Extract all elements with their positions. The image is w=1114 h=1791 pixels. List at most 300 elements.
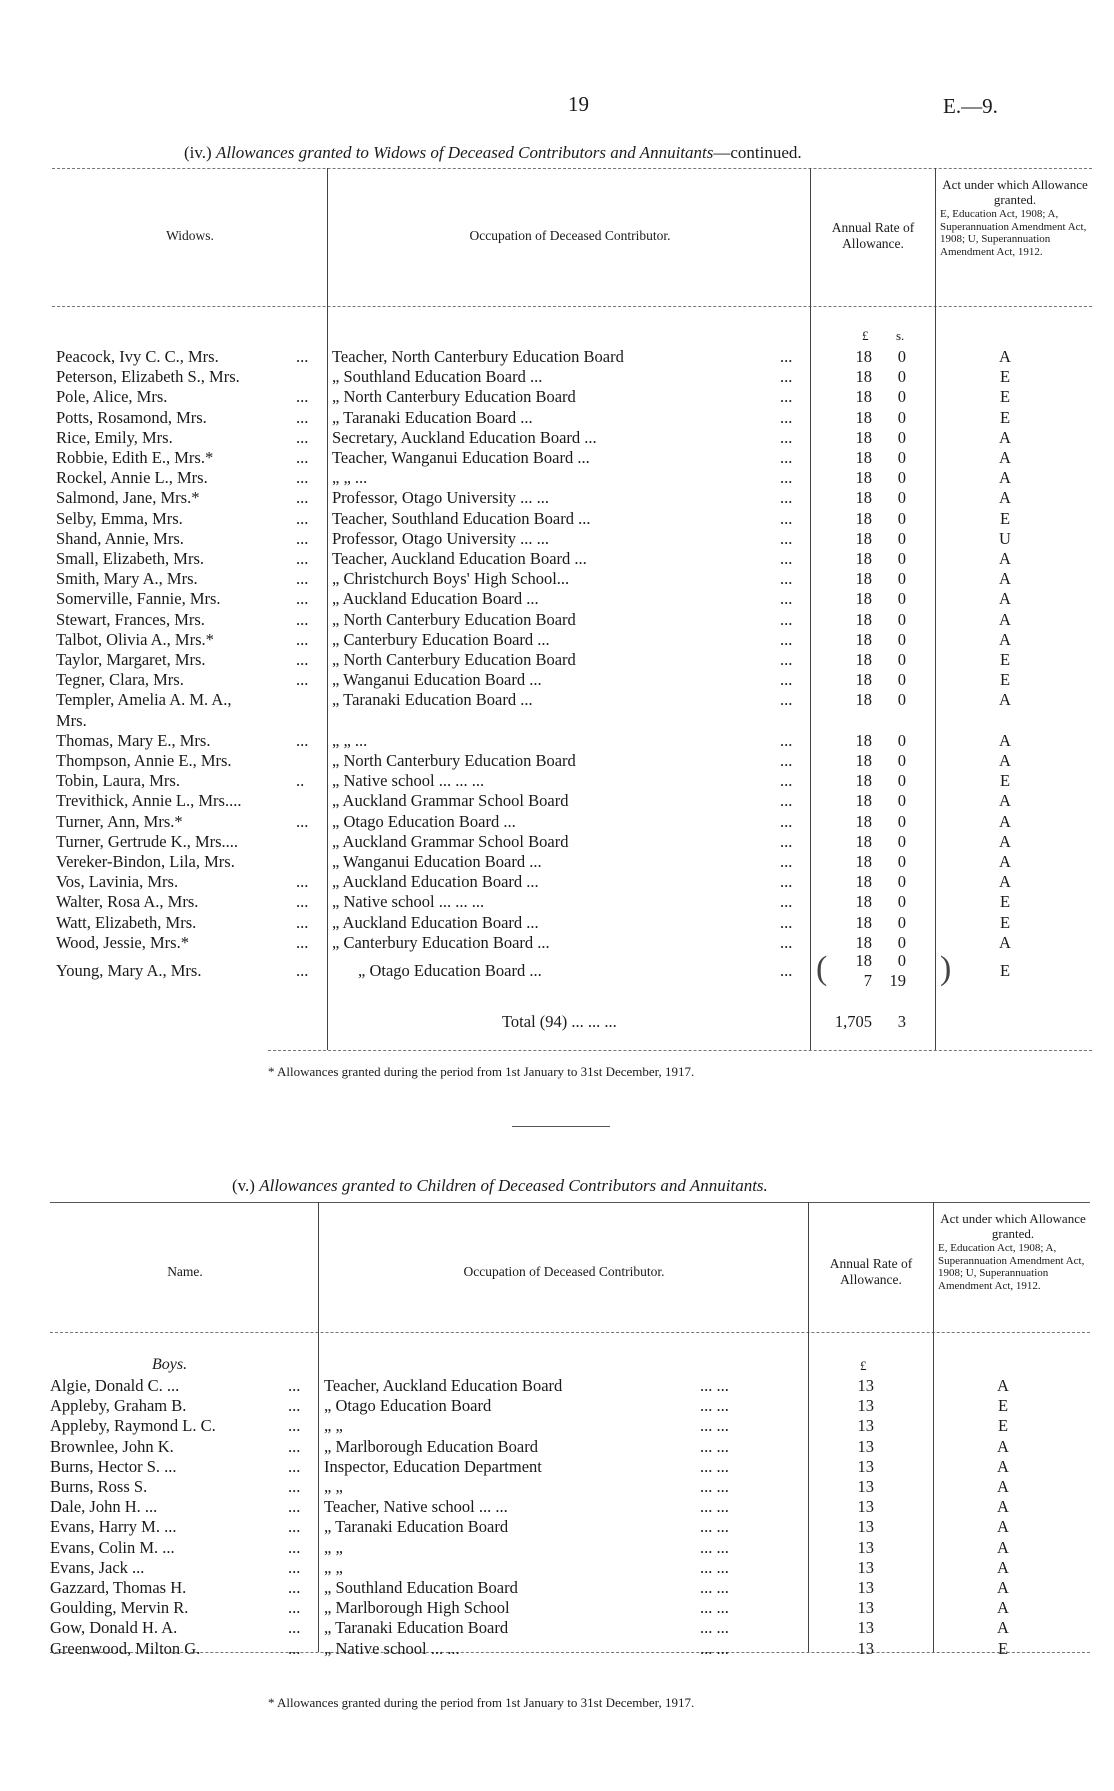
- table-row: [0, 569, 1114, 589]
- widow-name: Tobin, Laura, Mrs.: [56, 771, 180, 791]
- widow-name: Walter, Rosa A., Mrs.: [56, 892, 199, 912]
- rate-shillings: 0: [897, 427, 906, 447]
- widow-name: Templer, Amelia A. M. A.,: [56, 690, 232, 710]
- occupation-leader: ... ...: [700, 1618, 729, 1638]
- widow-name: Shand, Annie, Mrs.: [56, 528, 184, 548]
- occupation: „ Native school ... ... ...: [332, 771, 485, 791]
- widow-name: Young, Mary A., Mrs.: [56, 961, 202, 980]
- occupation-leader: ...: [780, 852, 793, 871]
- rate-pounds: 18: [855, 751, 872, 770]
- rate-shillings: 0: [897, 730, 906, 750]
- widow-name: Taylor, Margaret, Mrs.: [56, 650, 206, 669]
- occupation: „ Marlborough High School: [324, 1598, 510, 1618]
- act-code: A: [999, 872, 1011, 892]
- table-row: [0, 832, 1114, 852]
- section-iv-title-text: Allowances granted to Widows of Deceased Contributors and Annuitants: [215, 143, 714, 162]
- rate-shillings: 0: [897, 670, 906, 690]
- occupation: „ North Canterbury Education Board: [332, 387, 576, 407]
- name-leader: ...: [296, 347, 309, 366]
- occupation: Professor, Otago University ... ...: [332, 488, 550, 508]
- rate-shillings: 0: [897, 549, 906, 568]
- document-code: E.—9.: [943, 94, 998, 118]
- table-row: [0, 1437, 1114, 1457]
- table-row: [0, 913, 1114, 933]
- name-leader: ...: [288, 1517, 301, 1537]
- rate-pounds: 18: [855, 448, 872, 467]
- occupation: „ „: [324, 1557, 343, 1577]
- rate-pounds: 18: [855, 771, 872, 791]
- child-name: Burns, Hector S. ...: [50, 1456, 177, 1476]
- rate-pounds: 13: [857, 1416, 874, 1436]
- occupation-leader: ...: [780, 932, 793, 952]
- act-code: E: [997, 1638, 1009, 1658]
- act-code: E: [999, 771, 1011, 791]
- rate-pounds: 18: [855, 670, 872, 690]
- widow-name: Watt, Elizabeth, Mrs.: [56, 912, 197, 932]
- rate-shillings: 0: [897, 488, 906, 508]
- occupation: „ North Canterbury Education Board: [332, 751, 576, 770]
- occupation: „ Southland Education Board: [324, 1578, 518, 1597]
- act-code: A: [997, 1517, 1009, 1537]
- child-name: Brownlee, John K.: [50, 1436, 174, 1456]
- occupation-leader: ... ...: [700, 1598, 729, 1618]
- rate-pounds: 18: [855, 912, 872, 932]
- table-row: [0, 1497, 1114, 1517]
- occupation-leader: ... ...: [700, 1557, 729, 1577]
- occupation-leader: ... ...: [700, 1376, 729, 1395]
- name-leader: ...: [288, 1557, 301, 1577]
- rate-pounds: 18: [855, 831, 872, 851]
- occupation: „ Christchurch Boys' High School...: [332, 569, 570, 589]
- rate-pounds: 18: [855, 367, 872, 387]
- section-iv-bottom-rule: [268, 1050, 1092, 1051]
- rate-shillings: 0: [897, 650, 906, 669]
- table-row: [0, 1538, 1114, 1558]
- occupation: „ Auckland Education Board ...: [332, 589, 539, 609]
- rate-shillings: 0: [897, 831, 906, 851]
- table-row: [0, 791, 1114, 811]
- rate-shillings: 0: [897, 892, 906, 912]
- section-iv-header-act-desc: E, Education Act, 1908; A, Superannuation Amendment Act, 1908; U, Superannuation Amendment Act, 1912.: [940, 207, 1087, 258]
- occupation-leader: ... ...: [700, 1436, 729, 1456]
- act-code: E: [999, 508, 1011, 528]
- rate-pounds: 18: [855, 407, 872, 427]
- table-row: [0, 771, 1114, 791]
- widow-name: Vos, Lavinia, Mrs.: [56, 872, 179, 892]
- act-code: A: [997, 1598, 1009, 1618]
- rate-pounds: 18: [855, 690, 872, 710]
- child-name: Dale, John H. ...: [50, 1497, 158, 1517]
- table-row: [0, 670, 1114, 690]
- act-code: A: [999, 629, 1011, 649]
- occupation-leader: ...: [780, 751, 793, 770]
- rate-pounds: 13: [857, 1618, 874, 1638]
- widow-name: Robbie, Edith E., Mrs.*: [56, 448, 214, 467]
- table-row: [0, 731, 1114, 751]
- occupation: „ North Canterbury Education Board: [332, 650, 576, 669]
- occupation-leader: ... ...: [700, 1416, 729, 1436]
- occupation-leader: ...: [780, 771, 793, 791]
- rate-shillings: 0: [897, 448, 906, 467]
- name-leader: ...: [288, 1376, 301, 1395]
- occupation-leader: ...: [780, 407, 793, 427]
- child-name: Appleby, Raymond L. C.: [50, 1416, 216, 1436]
- section-iv-footnote: * Allowances granted during the period from 1st January to 31st December, 1917.: [268, 1064, 695, 1079]
- occupation: „ „: [324, 1416, 343, 1436]
- section-separator: [512, 1126, 610, 1127]
- table-row: [0, 1457, 1114, 1477]
- act-code: E: [999, 892, 1011, 912]
- table-row: [0, 1618, 1114, 1638]
- table-row: [0, 1639, 1114, 1659]
- occupation-leader: ...: [780, 367, 793, 387]
- table-row: [0, 610, 1114, 630]
- occupation-leader: ...: [780, 609, 793, 629]
- table-row: [0, 812, 1114, 832]
- child-name: Evans, Harry M. ...: [50, 1517, 177, 1537]
- widow-name: Rockel, Annie L., Mrs.: [56, 468, 208, 488]
- name-leader: ...: [296, 508, 309, 528]
- name-leader: ...: [296, 609, 309, 629]
- widow-name: Peacock, Ivy C. C., Mrs.: [56, 347, 219, 366]
- act-code: A: [999, 468, 1011, 488]
- occupation-leader: ...: [780, 670, 793, 690]
- name-leader: ...: [288, 1638, 301, 1658]
- section-v-unit-pounds: £: [860, 1358, 867, 1373]
- section-iv-header-rule: [52, 306, 1092, 307]
- occupation: Inspector, Education Department: [324, 1456, 542, 1476]
- rate-shillings: 0: [897, 407, 906, 427]
- act-code: A: [999, 811, 1011, 831]
- table-row: [0, 1416, 1114, 1436]
- act-code: A: [999, 831, 1011, 851]
- occupation-leader: ...: [780, 549, 793, 568]
- table-row: [0, 1396, 1114, 1416]
- act-code: E: [999, 367, 1011, 387]
- rate-shillings: 0: [897, 347, 906, 366]
- occupation-leader: ... ...: [700, 1396, 729, 1416]
- name-leader: ...: [296, 448, 309, 467]
- widow-name: Vereker-Bindon, Lila, Mrs.: [56, 852, 235, 871]
- act-code: A: [999, 730, 1011, 750]
- rate-shillings: 0: [897, 629, 906, 649]
- section-iv-header-act-title: Act under which Allowance granted.: [942, 177, 1088, 207]
- name-leader: ...: [296, 488, 309, 508]
- occupation: „ Wanganui Education Board ...: [332, 670, 542, 690]
- table-row: [0, 630, 1114, 650]
- rate-shillings: 19: [889, 971, 906, 990]
- child-name: Greenwood, Milton G.: [50, 1638, 201, 1658]
- section-v-prefix: (v.): [232, 1176, 255, 1195]
- occupation-leader: ... ...: [700, 1477, 729, 1496]
- name-leader: ...: [288, 1497, 301, 1517]
- occupation-leader: ...: [780, 347, 793, 366]
- rate-pounds: 18: [855, 730, 872, 750]
- rate-shillings: 0: [897, 387, 906, 407]
- act-code: E: [999, 670, 1011, 690]
- rate-pounds: 18: [855, 347, 872, 366]
- table-row: [0, 387, 1114, 407]
- section-iv-total-shillings: 3: [897, 1012, 906, 1031]
- child-name: Appleby, Graham B.: [50, 1396, 187, 1416]
- act-code: A: [999, 549, 1011, 568]
- table-row: [0, 872, 1114, 892]
- occupation: „ Native school ... ... ...: [332, 892, 485, 912]
- rate-pounds: 18: [855, 791, 872, 811]
- occupation-leader: ...: [780, 488, 793, 508]
- act-code: A: [999, 690, 1011, 710]
- occupation: Teacher, Native school ... ...: [324, 1497, 508, 1517]
- act-code: E: [999, 387, 1011, 407]
- act-code: A: [999, 569, 1011, 589]
- table-row: [0, 1517, 1114, 1537]
- section-iv-header-act: [940, 178, 1090, 258]
- rate-pounds: 18: [855, 629, 872, 649]
- section-iv-total-label: Total (94) ... ... ...: [502, 1012, 617, 1031]
- occupation: „ Marlborough Education Board: [324, 1436, 538, 1456]
- occupation-leader: ...: [780, 528, 793, 548]
- rate-shillings: 0: [897, 508, 906, 528]
- page-number: 19: [568, 92, 589, 116]
- name-leader: ...: [288, 1396, 301, 1416]
- rate-pounds: 18: [855, 951, 872, 970]
- act-code: A: [999, 791, 1011, 811]
- rate-shillings: 0: [897, 852, 906, 871]
- rate-shillings: 0: [897, 690, 906, 710]
- rate-pounds: 18: [855, 387, 872, 407]
- act-code: A: [999, 347, 1011, 366]
- rate-pounds: 18: [855, 932, 872, 952]
- section-v-footnote: * Allowances granted during the period from 1st January to 31st December, 1917.: [268, 1695, 695, 1710]
- section-v-header-rate: Annual Rate of Allowance.: [829, 1256, 913, 1288]
- name-leader: ..: [296, 771, 305, 791]
- act-code: A: [997, 1578, 1009, 1597]
- occupation-leader: ... ...: [700, 1456, 729, 1476]
- act-code: E: [999, 650, 1011, 669]
- act-code: A: [999, 488, 1011, 508]
- name-leader: ...: [288, 1618, 301, 1638]
- act-code: A: [997, 1456, 1009, 1476]
- widow-name: Rice, Emily, Mrs.: [56, 427, 173, 447]
- occupation: „ Taranaki Education Board ...: [332, 407, 533, 427]
- occupation-leader: ...: [780, 427, 793, 447]
- rate-pounds: 18: [855, 892, 872, 912]
- rate-shillings: 0: [897, 569, 906, 589]
- occupation: „ „: [324, 1477, 343, 1496]
- widow-name: Salmond, Jane, Mrs.*: [56, 488, 200, 508]
- rate-pounds: 13: [857, 1598, 874, 1618]
- name-leader: ...: [296, 468, 309, 488]
- table-row: [0, 509, 1114, 529]
- section-v-header-occupation: Occupation of Deceased Contributor.: [463, 1264, 665, 1279]
- rate-shillings: 0: [897, 912, 906, 932]
- section-iv-header-rate: Annual Rate of Allowance.: [831, 220, 915, 252]
- section-v-header-act-title: Act under which Allowance granted.: [940, 1211, 1086, 1241]
- table-row: [0, 892, 1114, 912]
- widow-name: Turner, Ann, Mrs.*: [56, 811, 183, 831]
- section-iv-unit-shillings: s.: [896, 328, 905, 343]
- section-iv-header-occupation: Occupation of Deceased Contributor.: [469, 228, 671, 243]
- rate-pounds: 7: [863, 971, 872, 990]
- child-name: Burns, Ross S.: [50, 1477, 148, 1496]
- occupation-leader: ...: [780, 791, 793, 811]
- rate-shillings: 0: [897, 811, 906, 831]
- name-leader: ...: [296, 932, 309, 952]
- table-row: [0, 347, 1114, 367]
- occupation-leader: ... ...: [700, 1578, 729, 1597]
- occupation-leader: ...: [780, 387, 793, 407]
- rate-pounds: 18: [855, 427, 872, 447]
- name-leader: ...: [296, 589, 309, 609]
- section-iv-total-pounds: 1,705: [834, 1012, 872, 1031]
- table-row: [0, 488, 1114, 508]
- occupation-leader: ...: [780, 589, 793, 609]
- widow-name: Tegner, Clara, Mrs.: [56, 670, 184, 690]
- table-row: [0, 589, 1114, 609]
- occupation: Teacher, North Canterbury Education Board: [332, 347, 624, 366]
- name-leader: ...: [296, 528, 309, 548]
- widow-name: Thomas, Mary E., Mrs.: [56, 730, 211, 750]
- child-name: Evans, Jack ...: [50, 1557, 145, 1577]
- occupation-leader: ...: [780, 730, 793, 750]
- rate-pounds: 13: [857, 1537, 874, 1557]
- widow-name: Smith, Mary A., Mrs.: [56, 569, 198, 589]
- widow-name: Potts, Rosamond, Mrs.: [56, 407, 207, 427]
- occupation: „ Auckland Education Board ...: [332, 872, 539, 892]
- table-row: [0, 1578, 1114, 1598]
- occupation: „ „: [324, 1537, 343, 1557]
- rate-shillings: 0: [897, 872, 906, 892]
- occupation: „ Otago Education Board ...: [332, 811, 516, 831]
- occupation: „ North Canterbury Education Board: [332, 609, 576, 629]
- table-row: [0, 751, 1114, 771]
- rate-pounds: 13: [857, 1396, 874, 1416]
- act-code: A: [997, 1557, 1009, 1577]
- widow-name: Wood, Jessie, Mrs.*: [56, 932, 189, 952]
- section-v-header-rule: [50, 1332, 1090, 1333]
- occupation-leader: ...: [780, 650, 793, 669]
- occupation-leader: ... ...: [700, 1537, 729, 1557]
- section-v-header-act-desc: E, Education Act, 1908; A, Superannuation Amendment Act, 1908; U, Superannuation Amendment Act, 1912.: [938, 1241, 1085, 1292]
- name-leader: ...: [288, 1578, 301, 1597]
- act-code: A: [997, 1497, 1009, 1517]
- occupation: „ „ ...: [332, 468, 368, 488]
- occupation-leader: ...: [780, 912, 793, 932]
- table-row: [0, 1376, 1114, 1396]
- rate-pounds: 18: [855, 488, 872, 508]
- section-v-header-act: [938, 1212, 1088, 1292]
- section-iv-title-suffix: —continued.: [713, 143, 802, 162]
- rate-shillings: 0: [897, 791, 906, 811]
- table-row: [0, 852, 1114, 872]
- occupation: Teacher, Auckland Education Board ...: [332, 549, 587, 568]
- act-code: A: [999, 448, 1011, 467]
- name-leader: ...: [296, 811, 309, 831]
- rate-pounds: 18: [855, 569, 872, 589]
- rate-pounds: 18: [855, 872, 872, 892]
- table-row: [0, 690, 1114, 710]
- act-code: A: [997, 1477, 1009, 1496]
- occupation-leader: ...: [780, 629, 793, 649]
- rate-shillings: 0: [897, 932, 906, 952]
- name-leader: ...: [288, 1598, 301, 1618]
- occupation-leader: ...: [780, 831, 793, 851]
- rate-pounds: 18: [855, 549, 872, 568]
- section-v-title: [232, 1176, 768, 1196]
- rate-shillings: 0: [897, 589, 906, 609]
- table-row: [0, 408, 1114, 428]
- occupation-leader: ...: [780, 872, 793, 892]
- rate-shillings: 0: [897, 771, 906, 791]
- table-row: [0, 468, 1114, 488]
- rate-pounds: 13: [857, 1436, 874, 1456]
- rate-pounds: 13: [857, 1376, 874, 1395]
- widow-name: Mrs.: [56, 710, 87, 730]
- occupation: „ Auckland Education Board ...: [332, 912, 539, 932]
- rate-pounds: 18: [855, 508, 872, 528]
- act-code: E: [997, 1396, 1009, 1416]
- widow-name: Turner, Gertrude K., Mrs....: [56, 831, 239, 851]
- act-code: A: [999, 751, 1011, 770]
- widow-name: Stewart, Frances, Mrs.: [56, 609, 205, 629]
- rate-pounds: 13: [857, 1557, 874, 1577]
- section-iv-unit-pounds: £: [862, 328, 869, 343]
- name-leader: ...: [296, 872, 309, 892]
- occupation-leader: ...: [780, 690, 793, 710]
- table-row: [0, 711, 1114, 731]
- name-leader: ...: [288, 1436, 301, 1456]
- child-name: Algie, Donald C. ...: [50, 1376, 180, 1395]
- table-row: [0, 1558, 1114, 1578]
- occupation-leader: ...: [780, 811, 793, 831]
- occupation: „ Otago Education Board: [324, 1396, 492, 1416]
- act-code: A: [999, 589, 1011, 609]
- name-leader: ...: [288, 1537, 301, 1557]
- rate-pounds: 18: [855, 589, 872, 609]
- widow-name: Thompson, Annie E., Mrs.: [56, 751, 232, 770]
- act-code: U: [999, 528, 1011, 548]
- act-code: A: [997, 1436, 1009, 1456]
- rate-shillings: 0: [897, 751, 906, 770]
- occupation-leader: ... ...: [700, 1517, 729, 1537]
- section-v-group-label: Boys.: [152, 1356, 188, 1373]
- rate-shillings: 0: [897, 468, 906, 488]
- rate-pounds: 13: [857, 1497, 874, 1517]
- act-code: A: [997, 1537, 1009, 1557]
- table-row: [0, 1477, 1114, 1497]
- occupation: Teacher, Wanganui Education Board ...: [332, 448, 590, 467]
- act-code: E: [999, 407, 1011, 427]
- name-leader: ...: [296, 427, 309, 447]
- name-leader: ...: [296, 549, 309, 568]
- section-iv-header-name: Widows.: [166, 228, 214, 243]
- name-leader: ...: [296, 912, 309, 932]
- occupation-leader: ...: [780, 468, 793, 488]
- rate-shillings: 0: [897, 609, 906, 629]
- child-name: Gow, Donald H. A.: [50, 1618, 178, 1638]
- occupation-leader: ... ...: [700, 1638, 729, 1658]
- act-code: A: [999, 609, 1011, 629]
- section-iv-prefix: (iv.): [184, 143, 212, 162]
- occupation: „ Auckland Grammar School Board: [332, 791, 569, 811]
- name-leader: ...: [296, 387, 309, 407]
- rate-shillings: 0: [897, 951, 906, 970]
- widow-name: Small, Elizabeth, Mrs.: [56, 549, 205, 568]
- name-leader: ...: [288, 1477, 301, 1496]
- rate-shillings: 0: [897, 367, 906, 387]
- name-leader: ...: [296, 629, 309, 649]
- occupation-leader: ... ...: [700, 1497, 729, 1517]
